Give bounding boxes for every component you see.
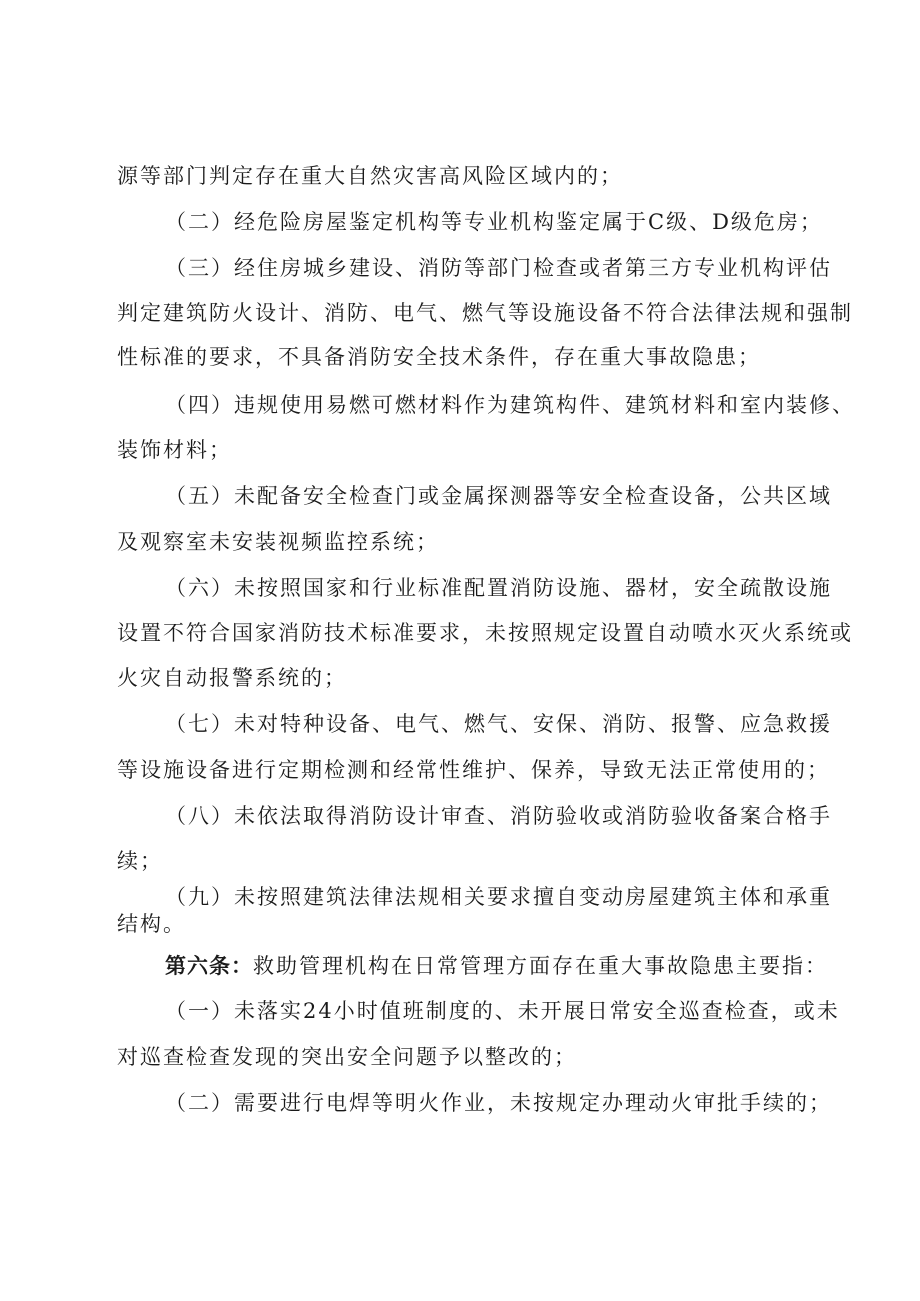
text-line: 判定建筑防火设计、消防、电气、燃气等设施设备不符合法律法规和强制 [117,301,853,325]
text-line: 火灾自动报警系统的； [117,666,347,690]
text-line: 续； [117,849,163,873]
text-line: （七）未对特种设备、电气、燃气、安保、消防、报警、应急救援 [165,712,832,736]
text-line: （九）未按照建筑法律法规相关要求擅自变动房屋建筑主体和承重 [165,885,832,909]
text-line: （一）未落实24小时值班制度的、未开展日常安全巡查检查，或未 [165,999,840,1023]
text-line: （二）经危险房屋鉴定机构等专业机构鉴定属于C级、D级危房； [165,210,823,234]
text-line: （六）未按照国家和行业标准配置消防设施、器材，安全疏散设施 [165,576,832,600]
article-text: 救助管理机构在日常管理方面存在重大事故隐患主要指： [253,954,828,978]
text-line: 对巡查检查发现的突出安全问题予以整改的； [117,1045,577,1069]
text-line: 等设施设备进行定期检测和经常性维护、保养，导致无法正常使用的； [117,758,830,782]
text-line: 设置不符合国家消防技术标准要求，未按照规定设置自动喷水灭火系统或 [117,621,853,645]
text-line: （二）需要进行电焊等明火作业，未按规定办理动火审批手续的； [165,1091,832,1115]
article-line [165,952,828,980]
text-line: 结构。 [117,912,186,936]
text-line: （三）经住房城乡建设、消防等部门检查或者第三方专业机构评估 [165,256,832,280]
text-line: 性标准的要求，不具备消防安全技术条件，存在重大事故隐患； [117,345,761,369]
text-line: 装饰材料； [117,438,232,462]
text-line: （五）未配备安全检查门或金属探测器等安全检查设备，公共区域 [165,484,832,508]
text-line: （八）未依法取得消防设计审查、消防验收或消防验收备案合格手 [165,804,832,828]
article-label: 第六条： [165,953,253,978]
text-line: 及观察室未安装视频监控系统； [117,530,439,554]
text-line: 源等部门判定存在重大自然灾害高风险区域内的； [117,164,623,188]
text-line: （四）违规使用易燃可燃材料作为建筑构件、建筑材料和室内装修、 [165,393,855,417]
